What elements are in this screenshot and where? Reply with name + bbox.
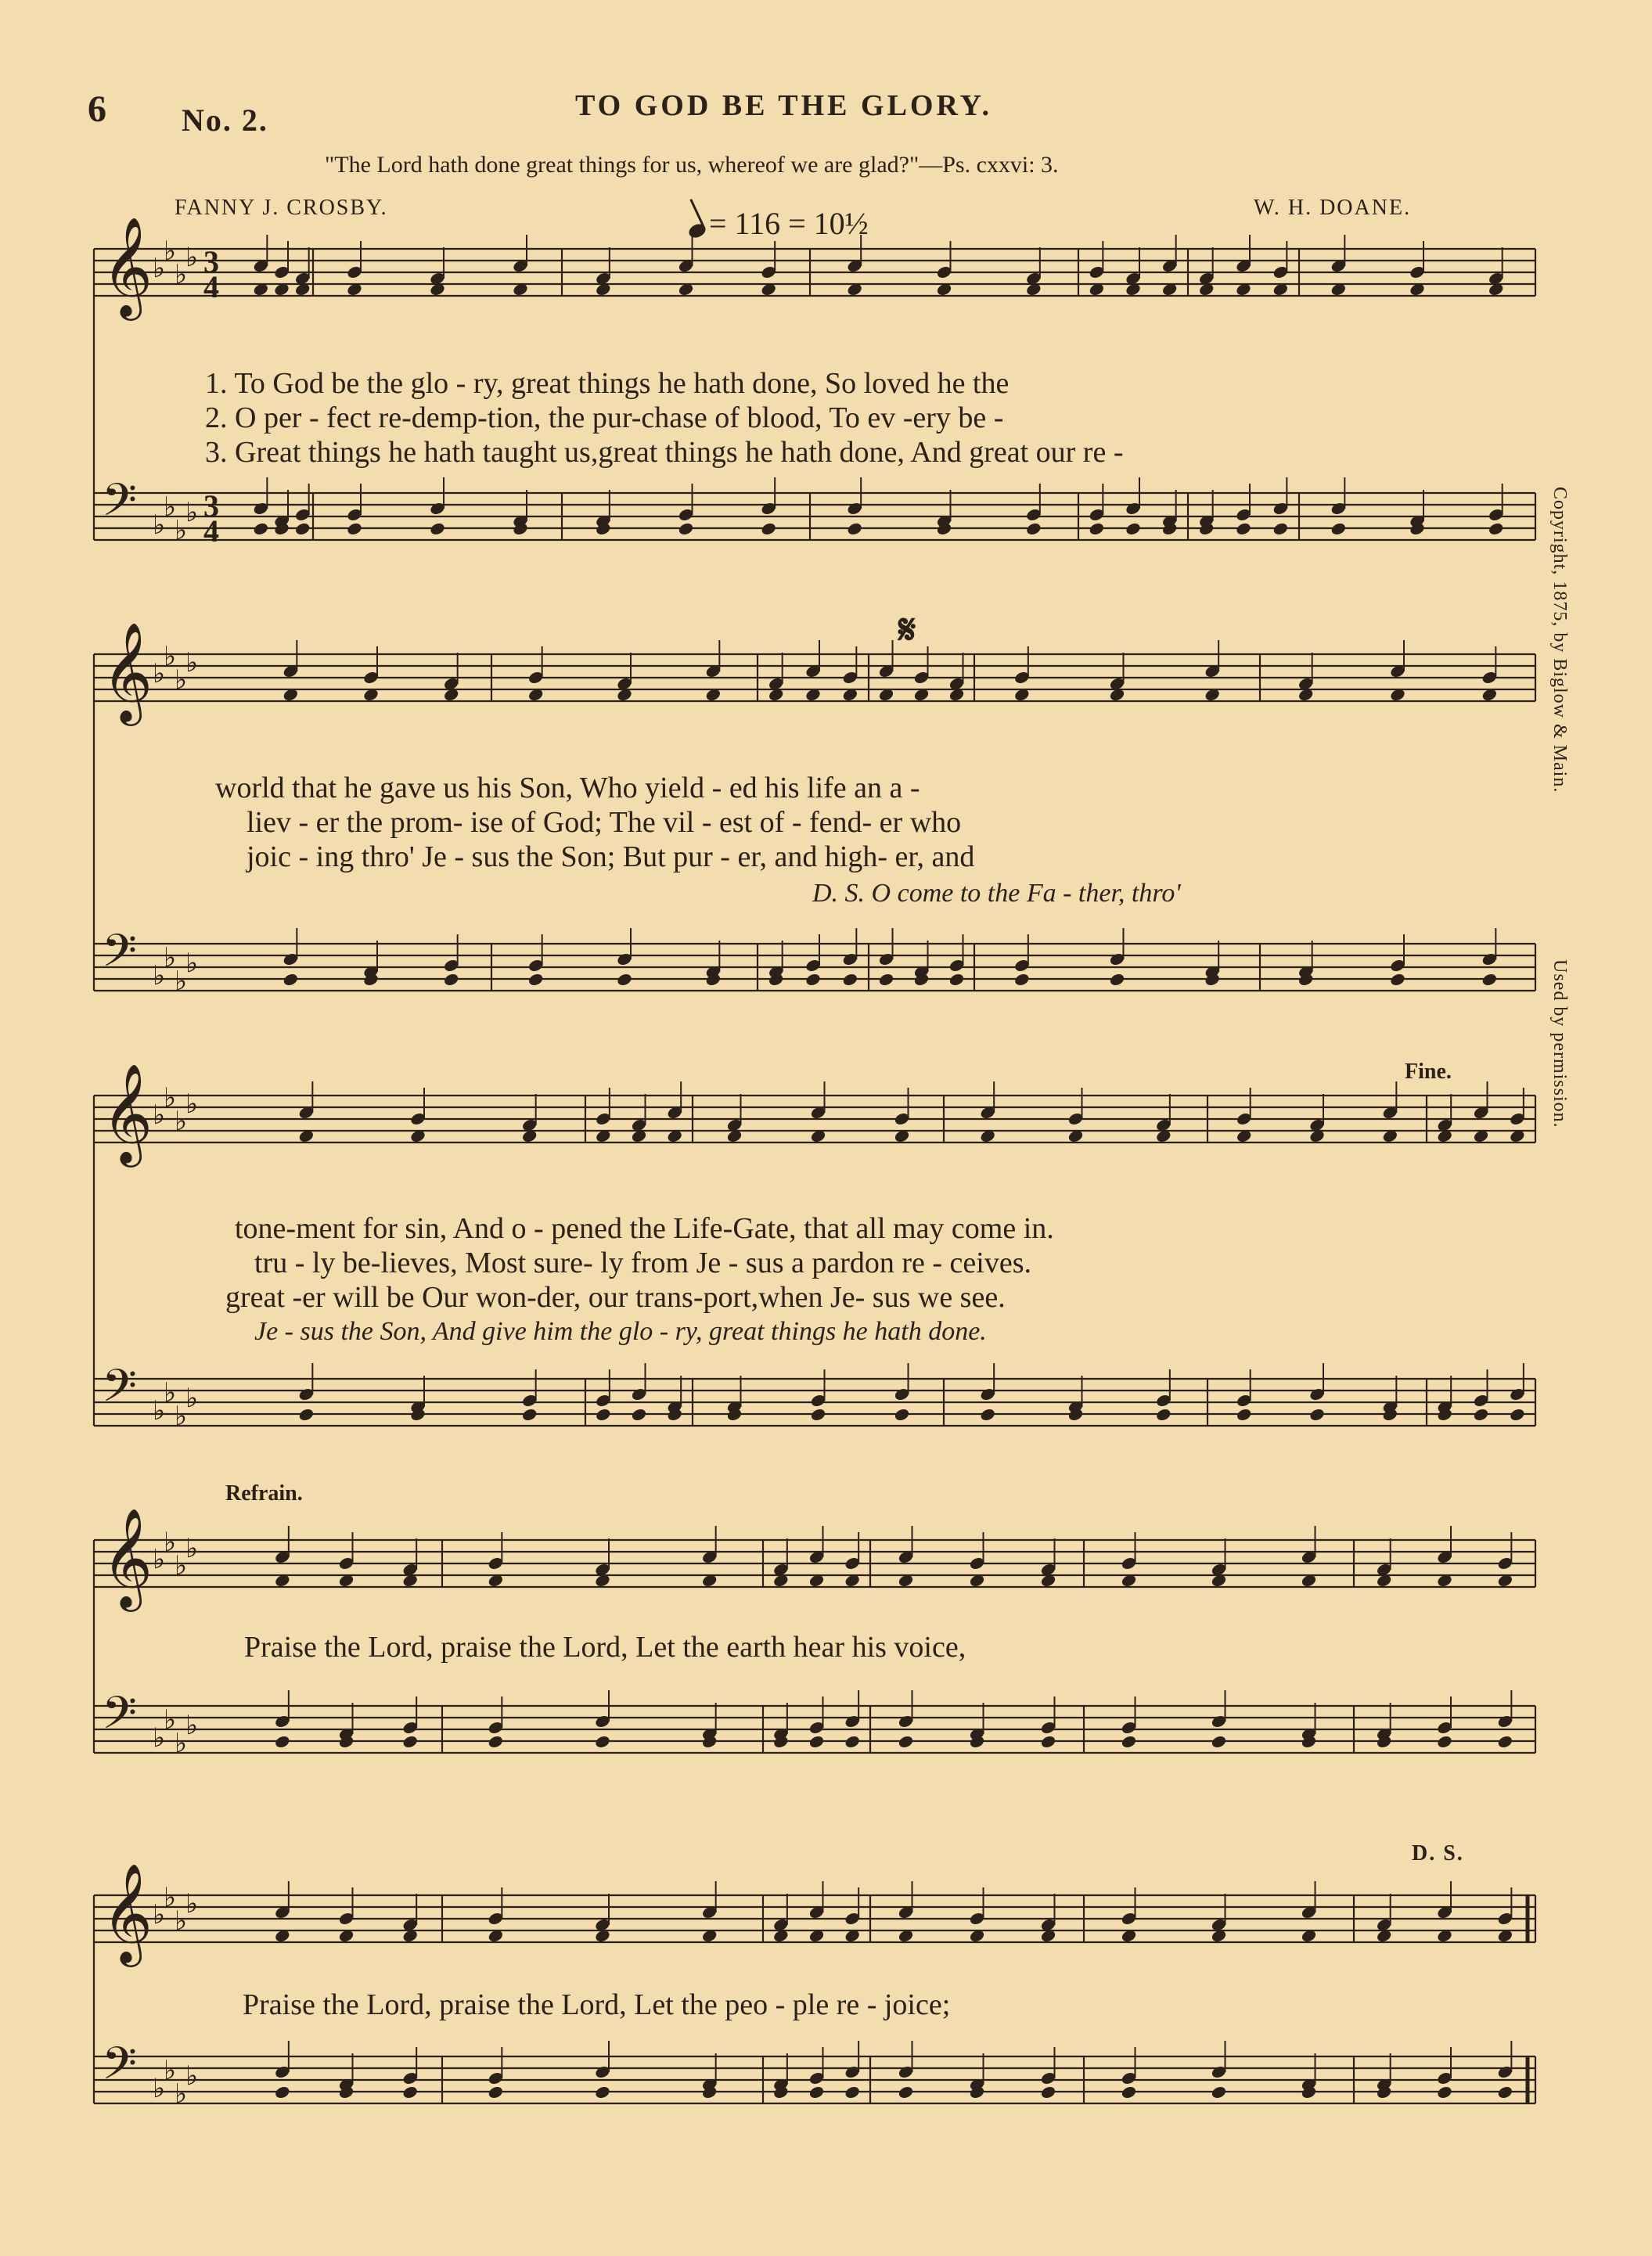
flat-icon: ♭ <box>153 1899 166 1930</box>
flat-icon: ♭ <box>164 641 177 672</box>
note-head <box>1155 1407 1172 1422</box>
flat-icon: ♭ <box>164 1527 177 1558</box>
flat-icon: ♭ <box>153 1722 166 1754</box>
note-head <box>487 1734 504 1749</box>
flat-icon: ♭ <box>153 2073 166 2104</box>
flat-icon: ♭ <box>153 1099 166 1131</box>
note-head <box>1040 1734 1057 1749</box>
note-head <box>594 2085 611 2099</box>
note-head <box>1236 1407 1253 1422</box>
flat-icon: ♭ <box>185 1533 199 1564</box>
note-head <box>616 972 633 987</box>
flat-icon: ♭ <box>185 1710 199 1741</box>
lyric-line: joic - ing thro' Je - sus the Son; But pur - er, and high- er, and <box>247 840 975 873</box>
flat-icon: ♭ <box>153 1395 166 1427</box>
author-credit: FANNY J. CROSBY. <box>175 196 388 220</box>
note-head <box>1496 2085 1513 2099</box>
note-head <box>1040 2085 1057 2099</box>
flat-icon: ♭ <box>185 1888 199 1920</box>
note-head <box>844 2085 861 2099</box>
flat-icon: ♭ <box>175 259 188 290</box>
note-head <box>1013 972 1031 987</box>
flat-icon: ♭ <box>153 509 166 541</box>
flat-icon: ♭ <box>185 647 199 678</box>
bass-clef-icon: 𝄢 <box>102 924 138 988</box>
treble-clef-icon: 𝄞 <box>102 1507 153 1607</box>
note-head <box>274 2085 291 2099</box>
note-head <box>804 972 822 987</box>
note-head <box>1389 972 1406 987</box>
note-head <box>1473 1407 1490 1422</box>
flat-icon: ♭ <box>185 497 199 528</box>
note-head <box>810 1407 827 1422</box>
note-head <box>846 521 863 536</box>
flat-icon: ♭ <box>175 664 188 696</box>
flat-icon: ♭ <box>185 2060 199 2092</box>
lyric-line: liev - er the prom- ise of God; The vil - est of - fend- er who <box>247 806 962 839</box>
ds-marking: D. S. <box>1412 1841 1464 1866</box>
time-signature-top: 3 <box>203 488 219 524</box>
note-head <box>631 1407 648 1422</box>
lyric-line: world that he gave us his Son, Who yield - ed his life an a - <box>215 772 920 804</box>
treble-clef-icon: 𝄞 <box>102 621 153 721</box>
note-head <box>274 1734 291 1749</box>
lyric-line: tone-ment for sin, And o - pened the Life-Gate, that all may come in. <box>235 1212 1054 1245</box>
note-head <box>1211 1734 1228 1749</box>
bass-clef-icon: 𝄢 <box>102 473 138 538</box>
lyric-line: 1. To God be the glo - ry, great things he hath done, So loved he the <box>205 367 1010 400</box>
note-head <box>594 1734 611 1749</box>
note-head <box>346 521 363 536</box>
note-head <box>521 1407 538 1422</box>
note-head <box>443 972 460 987</box>
flat-icon: ♭ <box>153 253 166 284</box>
hymn-number: No. 2. <box>182 103 268 138</box>
bass-clef-icon: 𝄢 <box>102 2037 138 2101</box>
note-head <box>1481 972 1498 987</box>
note-head <box>1235 521 1252 536</box>
lyric-line: Praise the Lord, praise the Lord, Let the peo - ple re - joice; <box>243 1988 951 2021</box>
fine-marking: Fine. <box>1405 1060 1452 1084</box>
note-head <box>808 1734 826 1749</box>
note-head <box>487 2085 504 2099</box>
note-head <box>1308 1407 1326 1422</box>
note-head <box>678 521 695 536</box>
time-signature-bottom: 4 <box>203 269 219 304</box>
note-head <box>527 972 545 987</box>
flat-icon: ♭ <box>175 1905 188 1937</box>
note-head <box>1496 1734 1513 1749</box>
note-head <box>282 972 299 987</box>
refrain-label: Refrain. <box>225 1481 303 1506</box>
flat-icon: ♭ <box>164 1882 177 1913</box>
flat-icon: ♭ <box>164 491 177 523</box>
note-head <box>297 1407 315 1422</box>
tempo-text: = 116 = 10½ <box>709 206 869 241</box>
flat-icon: ♭ <box>175 1728 188 1759</box>
note-head <box>844 1734 861 1749</box>
note-head <box>894 1407 911 1422</box>
flat-icon: ♭ <box>164 942 177 973</box>
flat-icon: ♭ <box>175 2078 188 2110</box>
composer-credit: W. H. DOANE. <box>1254 196 1412 220</box>
note-head <box>1488 521 1505 536</box>
note-head <box>878 972 895 987</box>
note-head <box>1211 2085 1228 2099</box>
note-head <box>1509 1407 1526 1422</box>
flat-icon: ♭ <box>185 242 199 273</box>
treble-clef-icon: 𝄞 <box>102 216 153 316</box>
note-head <box>1109 972 1126 987</box>
lyric-line: Praise the Lord, praise the Lord, Let the earth hear his voice, <box>244 1631 966 1664</box>
flat-icon: ♭ <box>153 1544 166 1575</box>
note-head <box>979 1407 996 1422</box>
note-head <box>294 521 311 536</box>
note-head <box>1272 521 1289 536</box>
time-signature-bottom: 4 <box>203 513 219 549</box>
flat-icon: ♭ <box>175 515 188 546</box>
flat-icon: ♭ <box>175 1106 188 1137</box>
copyright-note: Copyright, 1875, by Biglow & Main. <box>1549 487 1570 793</box>
flat-icon: ♭ <box>164 1704 177 1736</box>
treble-clef-icon: 𝄞 <box>102 1063 153 1163</box>
note-head <box>898 1734 915 1749</box>
lyric-line: 2. O per - fect re-demp-tion, the pur-chase of blood, To ev -ery be - <box>205 401 1004 434</box>
flat-icon: ♭ <box>164 1377 177 1409</box>
flat-icon: ♭ <box>153 658 166 689</box>
note-head <box>760 521 777 536</box>
flat-icon: ♭ <box>164 2055 177 2086</box>
note-head <box>1125 521 1142 536</box>
note-head <box>1121 1734 1138 1749</box>
flat-icon: ♭ <box>185 1383 199 1414</box>
flat-icon: ♭ <box>153 960 166 991</box>
note-head <box>898 2085 915 2099</box>
permission-note: Used by permission. <box>1549 959 1570 1128</box>
note-head <box>1088 521 1105 536</box>
lyric-line-ds: D. S. O come to the Fa - ther, thro' <box>812 879 1181 908</box>
note-head <box>1025 521 1042 536</box>
note-head <box>1121 2085 1138 2099</box>
page-number: 6 <box>88 88 106 130</box>
note-head <box>252 521 269 536</box>
note-head <box>401 1734 419 1749</box>
note-head <box>1436 1734 1453 1749</box>
note-head <box>401 2085 419 2099</box>
time-signature-top: 3 <box>203 244 219 279</box>
lyric-line: 3. Great things he hath taught us,great things he hath done, And great our re - <box>205 436 1124 469</box>
note-head <box>948 972 966 987</box>
flat-icon: ♭ <box>175 1401 188 1432</box>
flat-icon: ♭ <box>175 966 188 997</box>
bass-clef-icon: 𝄢 <box>102 1359 138 1423</box>
flat-icon: ♭ <box>164 1082 177 1114</box>
note-head <box>841 972 858 987</box>
bass-clef-icon: 𝄢 <box>102 1686 138 1750</box>
flat-icon: ♭ <box>175 1550 188 1581</box>
flat-icon: ♭ <box>185 1088 199 1120</box>
note-head <box>808 2085 826 2099</box>
note-head <box>1330 521 1347 536</box>
note-head <box>429 521 446 536</box>
epigraph: "The Lord hath done great things for us, whereof we are glad?"—Ps. cxxvi: 3. <box>325 152 1059 178</box>
lyric-line-ds: Je - sus the Son, And give him the glo - ry, great things he hath done. <box>254 1317 987 1346</box>
note-head <box>595 1407 612 1422</box>
flat-icon: ♭ <box>185 948 199 979</box>
hymn-title: TO GOD BE THE GLORY. <box>575 89 993 122</box>
lyric-line: tru - ly be-lieves, Most sure- ly from Je - sus a pardon re - ceives. <box>254 1247 1031 1279</box>
treble-clef-icon: 𝄞 <box>102 1862 153 1963</box>
segno-sign: 𝄋 <box>898 608 916 653</box>
note-head <box>1436 2085 1453 2099</box>
lyric-line: great -er will be Our won-der, our trans-port,when Je- sus we see. <box>225 1281 1006 1314</box>
flat-icon: ♭ <box>164 236 177 267</box>
